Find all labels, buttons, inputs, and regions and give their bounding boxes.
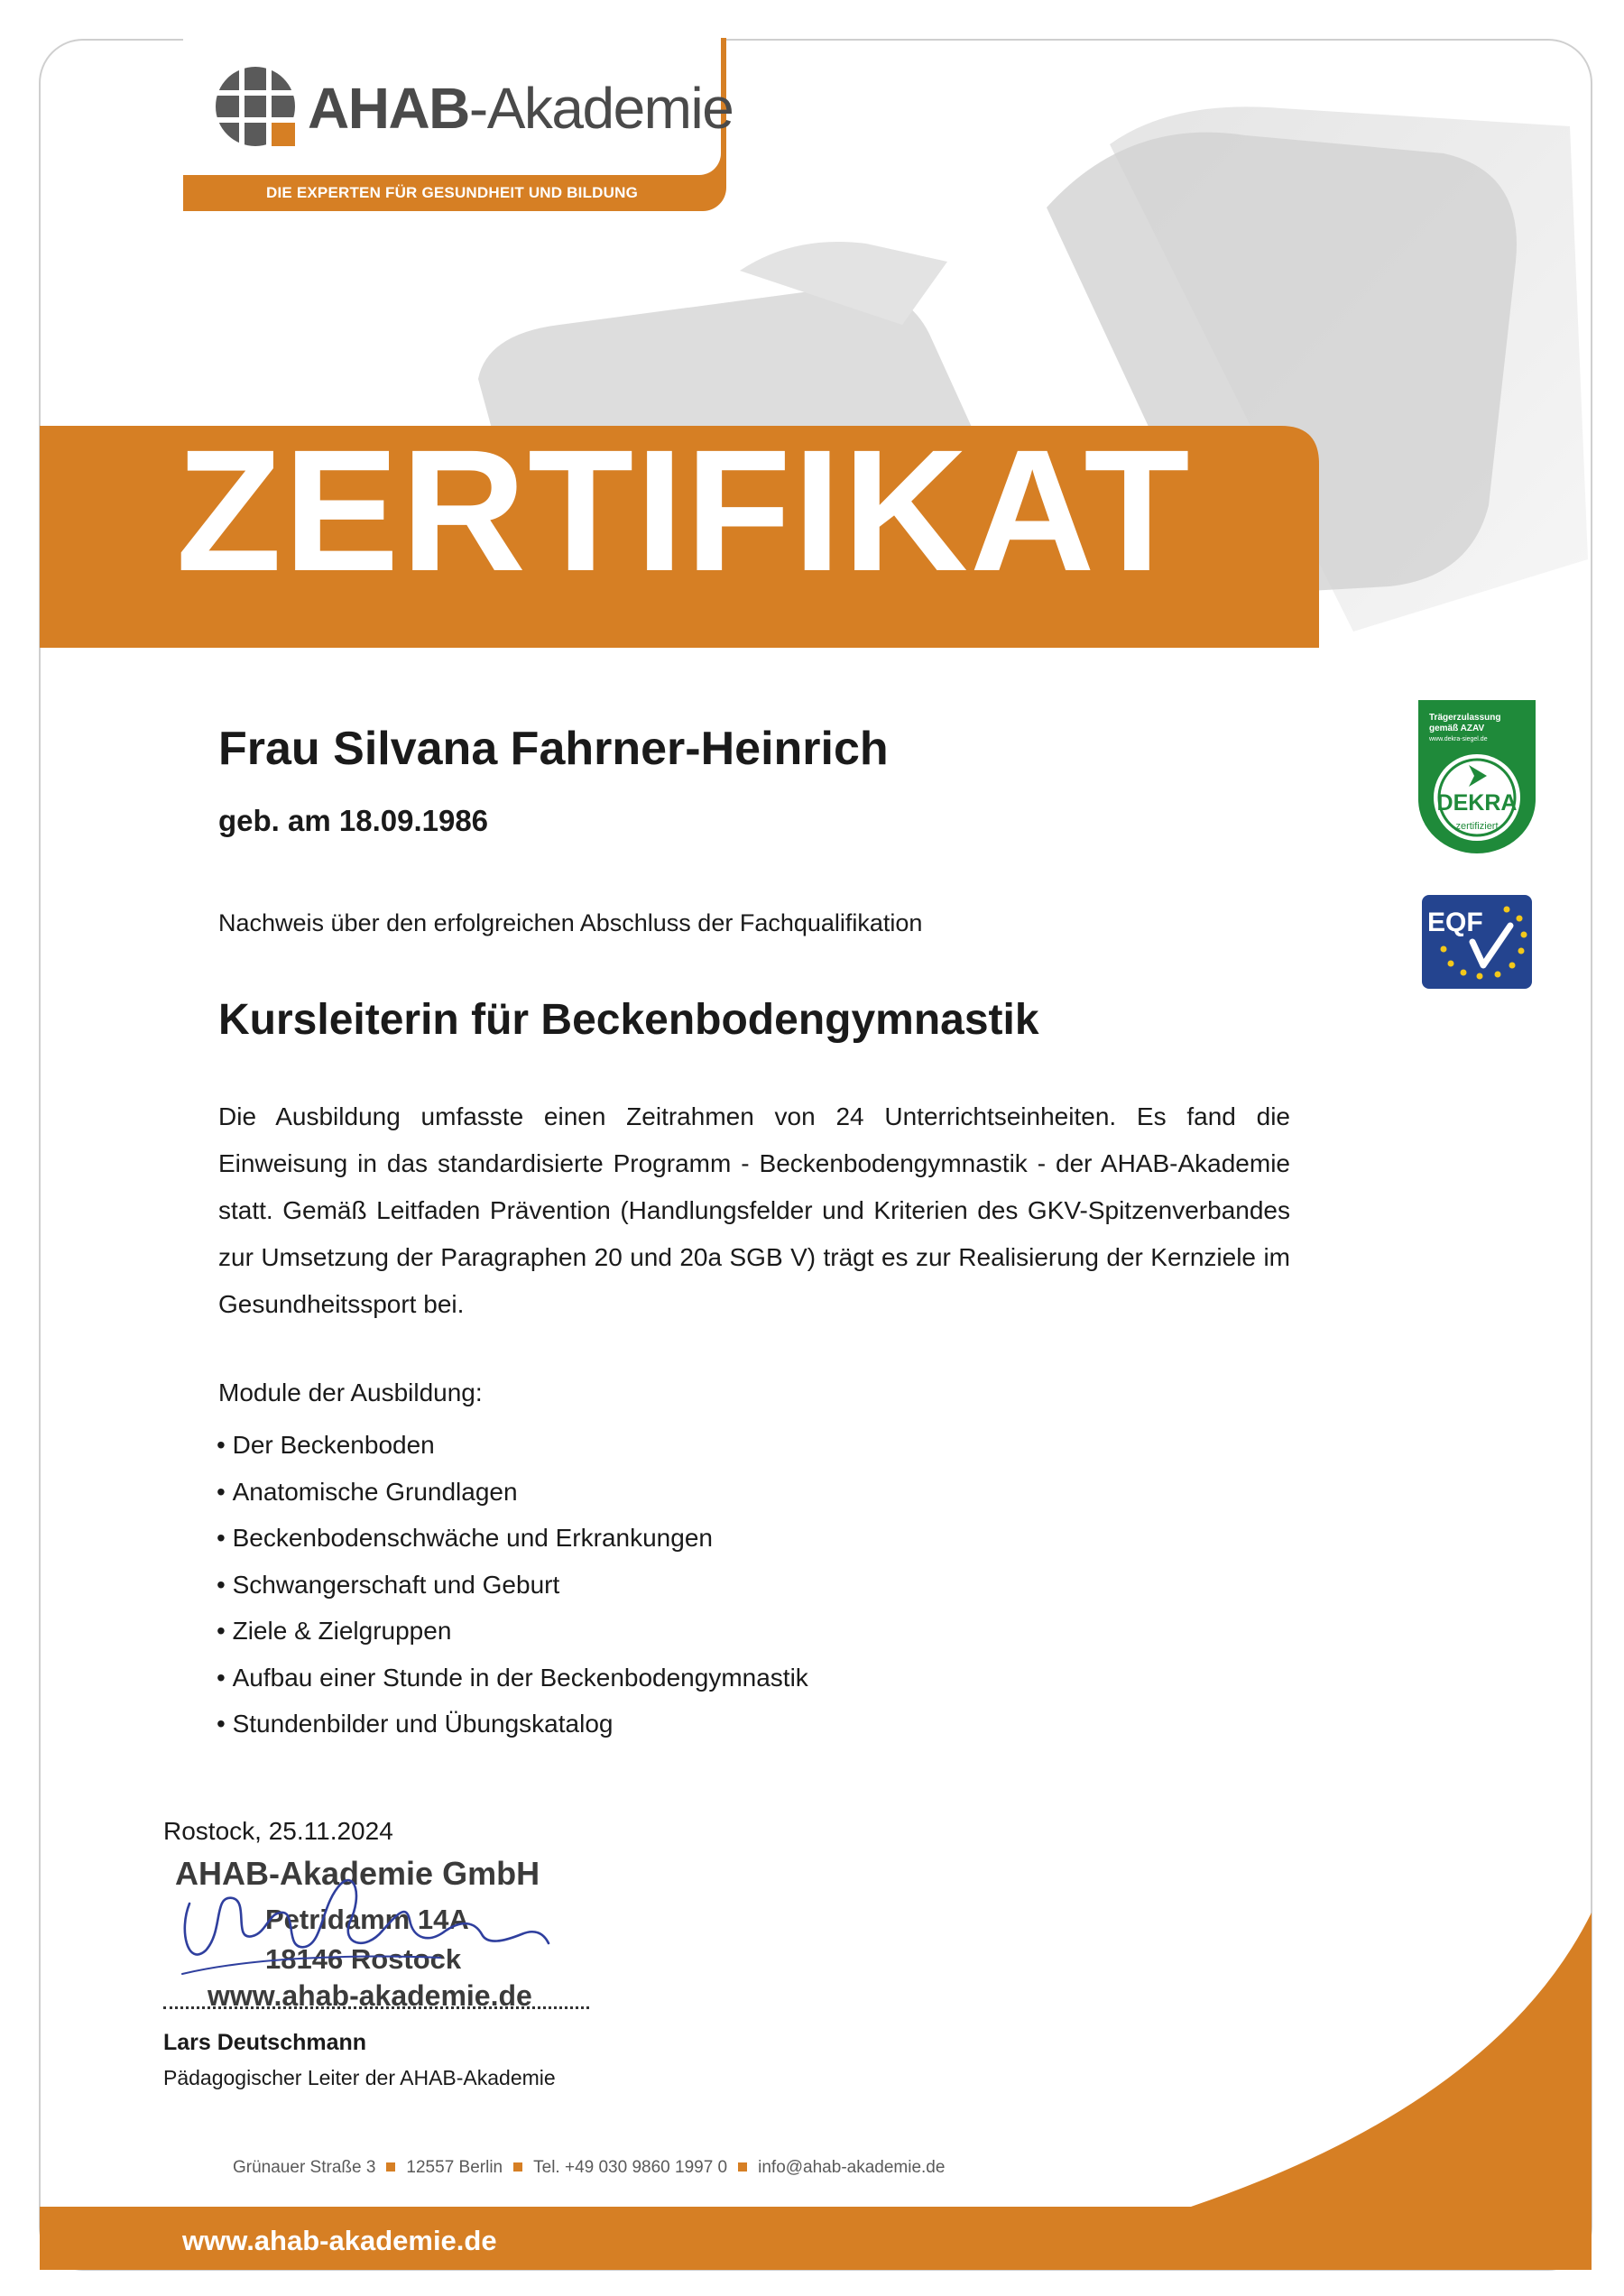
dekra-line1: Trägerzulassung <box>1429 713 1501 723</box>
contact-city: 12557 Berlin <box>406 2158 503 2177</box>
separator-square-icon <box>513 2162 522 2172</box>
recipient-name: Frau Silvana Fahrner-Heinrich <box>218 723 889 775</box>
module-item: • Anatomische Grundlagen <box>217 1469 808 1516</box>
module-item: • Stundenbilder und Übungskatalog <box>217 1701 808 1747</box>
certificate-title: ZERTIFIKAT <box>176 413 1192 607</box>
signer-name: Lars Deutschmann <box>163 2030 367 2055</box>
dekra-brand: DEKRA <box>1436 790 1518 816</box>
place-date: Rostock, 25.11.2024 <box>163 1817 393 1845</box>
handwritten-signature <box>170 1867 567 1985</box>
contact-phone: Tel. +49 030 9860 1997 0 <box>533 2158 728 2177</box>
orange-corner-swoosh <box>1191 1913 1592 2207</box>
module-item: • Ziele & Zielgruppen <box>217 1608 808 1655</box>
qualification-title: Kursleiterin für Beckenbodengymnastik <box>218 996 1039 1044</box>
dekra-sub: zertifiziert <box>1455 821 1499 832</box>
logo-tagline: DIE EXPERTEN FÜR GESUNDHEIT UND BILDUNG <box>265 184 639 201</box>
dekra-badge <box>1418 700 1536 853</box>
logo-wordmark <box>308 76 734 141</box>
birth-date: geb. am 18.09.1986 <box>218 804 489 837</box>
logo-wordmark-rest: -Akademie <box>468 76 734 141</box>
logo-wordmark-bold: AHAB <box>308 76 469 141</box>
contact-street: Grünauer Straße 3 <box>233 2158 376 2177</box>
description-paragraph: Die Ausbildung umfasste einen Zeitrahmen von 24 Unterrichtseinheiten. Es fand die Einweisung in das standardisierte Programm - Beckenbodengymnastik - der AHAB-Akademie statt. Gemäß Leitfaden Prävention (Handlungsfelder und Kriterien des GKV-Spitzenverbandes zur Umsetzung der Paragraphen 20 und 20a SGB V) trägt es zur Realisierung der Kernziele im Gesundheitssport bei. <box>218 1102 1290 1318</box>
dekra-line2: gemäß AZAV <box>1429 724 1485 733</box>
signer-role: Pädagogischer Leiter der AHAB-Akademie <box>163 2066 556 2089</box>
contact-email: info@ahab-akademie.de <box>758 2158 946 2177</box>
ahab-logo-icon <box>212 63 299 150</box>
separator-square-icon <box>386 2162 395 2172</box>
eqf-badge <box>1422 895 1532 989</box>
dekra-line3: www.dekra-siegel.de <box>1429 736 1488 742</box>
stamp-company: AHAB-Akademie GmbH <box>175 1855 540 1892</box>
module-item: • Schwangerschaft und Geburt <box>217 1562 808 1609</box>
module-item: • Aufbau einer Stunde in der Beckenbodengymnastik <box>217 1655 808 1701</box>
module-list <box>217 1422 808 1747</box>
stamp-street: Petridamm 14A <box>265 1904 469 1935</box>
logo-card <box>183 38 734 211</box>
modules-heading: Module der Ausbildung: <box>218 1379 483 1406</box>
intro-text: Nachweis über den erfolgreichen Abschluss der Fachqualifikation <box>218 909 923 936</box>
contact-line <box>233 2158 945 2178</box>
module-item: • Beckenbodenschwäche und Erkrankungen <box>217 1515 808 1562</box>
signature-line <box>163 2006 589 2009</box>
eqf-label: EQF <box>1427 908 1483 937</box>
footer-website: www.ahab-akademie.de <box>182 2225 497 2256</box>
logo-panel <box>183 38 734 175</box>
module-item: • Der Beckenboden <box>217 1422 808 1469</box>
stamp-website: www.ahab-akademie.de <box>208 1979 532 2012</box>
separator-square-icon <box>738 2162 747 2172</box>
stamp-city: 18146 Rostock <box>265 1943 462 1975</box>
